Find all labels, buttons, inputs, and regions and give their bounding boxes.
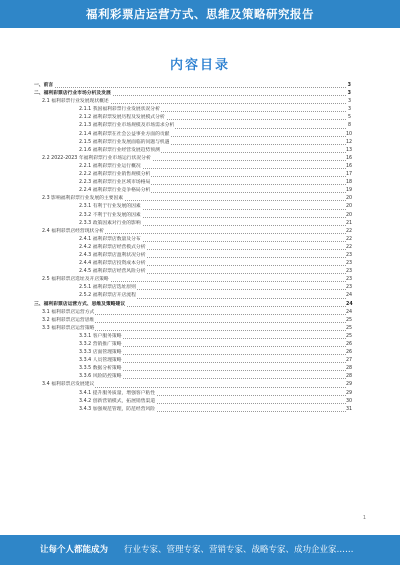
- toc-entry-text: 2.4.3 福利彩票店盈利状况分析: [79, 252, 147, 260]
- toc-entry[interactable]: [34, 325, 351, 333]
- toc-entry-page: 24: [346, 309, 351, 317]
- toc-entry-page: 3: [346, 82, 351, 90]
- toc-entry-page: 26: [346, 349, 351, 357]
- toc-entry-page: 23: [346, 268, 351, 276]
- toc-entry-text: 2.5.2 福利彩票店开店流程: [79, 292, 137, 300]
- toc-entry-page: 17: [346, 171, 351, 179]
- toc-entry-page: 26: [346, 341, 351, 349]
- toc-entry-page: 20: [346, 203, 351, 211]
- toc-entry-text: 2.1.1 我国福利彩票行业发展状况分析: [79, 106, 161, 114]
- toc-entry-text: 3.2 福利彩票店运营思维: [42, 317, 95, 325]
- toc-entry-text: 2.5.1 福利彩票店选址原则: [79, 284, 137, 292]
- toc-entry[interactable]: [34, 333, 351, 341]
- toc-entry-text: 2.2 2022-2023 年福利彩票行业市场运行状况分析: [42, 155, 152, 163]
- toc-entry-text: 2.4.1 福利彩票店数量及分布: [79, 236, 142, 244]
- toc-entry[interactable]: [34, 106, 351, 114]
- toc-entry[interactable]: [34, 114, 351, 122]
- toc-entry-page: 25: [346, 317, 351, 325]
- toc-entry-text: 3.3 福利彩票店运营策略: [42, 325, 95, 333]
- toc-entry[interactable]: [34, 236, 351, 244]
- toc-entry-text: 3.3.1 客户服务策略: [79, 333, 123, 341]
- toc-entry-page: 22: [346, 244, 351, 252]
- toc-entry[interactable]: [34, 252, 351, 260]
- footer-slogan-left: 让每个人都能成为: [40, 545, 109, 555]
- toc-entry-page: 23: [346, 252, 351, 260]
- toc-entry-text: 3.3.5 数据分析策略: [79, 365, 123, 373]
- toc-entry[interactable]: [34, 317, 351, 325]
- toc-entry[interactable]: [34, 301, 351, 309]
- toc-entry-page: 13: [346, 147, 351, 155]
- toc-entry-page: 10: [346, 131, 351, 139]
- toc-entry-text: 2.2.1 福利彩票行业运行概况: [79, 163, 142, 171]
- toc-entry-page: 3: [346, 90, 351, 98]
- toc-entry-text: 2.2.3 福利彩票行业区域市场格局: [79, 179, 151, 187]
- toc-entry-text: 三、福利彩票店运营方式、思维及策略建议: [34, 301, 126, 309]
- toc-entry-text: 3.3.3 店面管理策略: [79, 349, 123, 357]
- toc-entry-page: 3: [346, 98, 351, 106]
- toc-entry-page: 30: [346, 398, 351, 406]
- toc-entry-text: 3.4 福利彩票店发展建议: [42, 381, 95, 389]
- toc-entry-page: 22: [346, 228, 351, 236]
- toc-entry-page: 23: [346, 284, 351, 292]
- toc-entry[interactable]: [34, 82, 351, 90]
- toc-entry[interactable]: [34, 381, 351, 389]
- toc-entry-text: 2.3.3 政策因素对行业的影响: [79, 220, 142, 228]
- toc-entry-page: 3: [346, 106, 351, 114]
- toc-entry-text: 3.4.1 提升服务质量，增强客户粘性: [79, 390, 156, 398]
- toc-entry[interactable]: [34, 131, 351, 139]
- toc-entry[interactable]: [34, 292, 351, 300]
- toc-entry[interactable]: [34, 349, 351, 357]
- toc-entry[interactable]: [34, 309, 351, 317]
- toc-entry-text: 2.5 福利彩票店选址及开店策略: [42, 276, 110, 284]
- toc-entry[interactable]: [34, 163, 351, 171]
- toc-entry-page: 12: [346, 139, 351, 147]
- toc-entry-page: 21: [346, 220, 351, 228]
- toc-entry[interactable]: [34, 139, 351, 147]
- toc-entry-text: 3.1 福利彩票店运营方式: [42, 309, 95, 317]
- toc-entry-page: 20: [346, 212, 351, 220]
- report-title: 福利彩票店运营方式、思维及策略研究报告: [86, 7, 314, 21]
- toc-dot-leader: [34, 87, 346, 88]
- toc-entry-text: 2.2.2 福利彩票行业销售规模分析: [79, 171, 151, 179]
- toc-entry-text: 3.3.6 风险防控策略: [79, 373, 123, 381]
- toc-entry-text: 2.4.4 福利彩票店投资成本分析: [79, 260, 147, 268]
- toc-entry-page: 28: [346, 365, 351, 373]
- toc-entry[interactable]: [34, 122, 351, 130]
- toc-heading: 内容目录: [169, 58, 230, 73]
- toc-entry-page: 23: [346, 260, 351, 268]
- toc-entry-page: 23: [346, 276, 351, 284]
- toc-entry-page: 8: [346, 122, 351, 130]
- toc-entry[interactable]: [34, 244, 351, 252]
- toc-entry[interactable]: [34, 341, 351, 349]
- toc-entry[interactable]: [34, 171, 351, 179]
- toc-entry-page: 16: [346, 163, 351, 171]
- toc-entry-text: 2.1.4 福利彩票在社会公益事业方面的贡献: [79, 131, 170, 139]
- footer-slogan-right: 行业专家、管理专家、营销专家、战略专家、成功企业家……: [124, 545, 354, 555]
- footer-bar: [0, 535, 400, 565]
- toc-entry-text: 2.1.6 福利彩票行业经营发展趋势预测: [79, 147, 161, 155]
- toc-entry[interactable]: [34, 187, 351, 195]
- toc-entry[interactable]: [34, 284, 351, 292]
- toc-entry[interactable]: [34, 398, 351, 406]
- toc-entry-page: 25: [346, 333, 351, 341]
- toc-entry[interactable]: [34, 357, 351, 365]
- toc-entry-text: 2.1.2 福利彩票发展历程及发展模式分析: [79, 114, 166, 122]
- toc-entry-page: 19: [346, 187, 351, 195]
- page-number: 1: [362, 515, 366, 521]
- toc-entry[interactable]: [34, 268, 351, 276]
- toc-entry-page: 27: [346, 357, 351, 365]
- toc-entry[interactable]: [34, 220, 351, 228]
- toc-entry-text: 2.4.2 福利彩票店经营模式分析: [79, 244, 147, 252]
- toc-entry-page: 20: [346, 195, 351, 203]
- toc-entry-text: 2.3 影响福利彩票行业发展的主要因素: [42, 195, 124, 203]
- toc-entry-text: 2.4.5 福利彩票店经营风险分析: [79, 268, 147, 276]
- toc-entry-page: 25: [346, 325, 351, 333]
- toc-entry-text: 3.4.2 创新营销模式，拓展销售渠道: [79, 398, 156, 406]
- toc-entry-text: 2.3.2 不利于行业发展的因素: [79, 212, 142, 220]
- toc-entry[interactable]: [34, 228, 351, 236]
- toc-entry-text: 二、福利彩票店行业市场分析及发展: [34, 90, 112, 98]
- toc-entry-page: 24: [346, 301, 351, 309]
- toc-entry[interactable]: [34, 260, 351, 268]
- toc-entry[interactable]: [34, 147, 351, 155]
- toc-entry[interactable]: [34, 373, 351, 381]
- toc-entry-page: 18: [346, 179, 351, 187]
- toc-entry-text: 3.3.2 营销推广策略: [79, 341, 123, 349]
- toc-entry[interactable]: [34, 365, 351, 373]
- toc-entry-page: 16: [346, 155, 351, 163]
- toc-entry-page: 29: [346, 390, 351, 398]
- toc-entry-page: 29: [346, 381, 351, 389]
- toc-entry-text: 2.1.5 福利彩票行业发展面临的问题与机遇: [79, 139, 170, 147]
- toc-entry-page: 5: [346, 114, 351, 122]
- toc-entry-page: 31: [346, 406, 351, 414]
- toc-entry[interactable]: [34, 212, 351, 220]
- table-of-contents: [34, 82, 351, 414]
- toc-entry-text: 2.4 福利彩票店经营现状分析: [42, 228, 105, 236]
- toc-entry[interactable]: [34, 90, 351, 98]
- toc-entry[interactable]: [34, 155, 351, 163]
- toc-entry-text: 2.1.3 福利彩票行业市场规模及市场需求分析: [79, 122, 175, 130]
- toc-entry-text: 2.2.4 福利彩票行业竞争格局分析: [79, 187, 151, 195]
- toc-entry[interactable]: [34, 406, 351, 414]
- toc-entry[interactable]: [34, 179, 351, 187]
- toc-entry-text: 3.3.4 人员管理策略: [79, 357, 123, 365]
- toc-entry-text: 3.4.3 加强规范管理，防范经营风险: [79, 406, 156, 414]
- toc-entry[interactable]: [34, 195, 351, 203]
- toc-entry[interactable]: [34, 390, 351, 398]
- toc-entry-page: 24: [346, 292, 351, 300]
- toc-entry-page: 22: [346, 236, 351, 244]
- toc-entry[interactable]: [34, 98, 351, 106]
- toc-entry-text: 2.1 福利彩票行业发展现状概述: [42, 98, 110, 106]
- toc-entry[interactable]: [34, 203, 351, 211]
- toc-entry[interactable]: [34, 276, 351, 284]
- toc-entry-text: 2.3.1 有利于行业发展的因素: [79, 203, 142, 211]
- toc-entry-page: 28: [346, 373, 351, 381]
- toc-entry-text: 一、前言: [34, 82, 54, 90]
